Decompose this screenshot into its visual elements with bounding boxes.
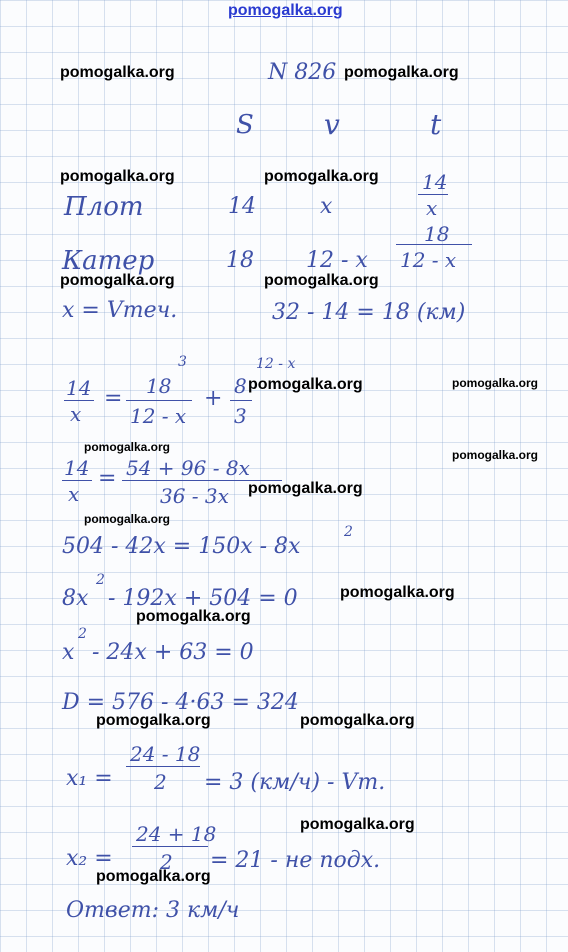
watermark: pomogalka.org <box>84 512 171 526</box>
row1-t-den: x <box>426 196 438 220</box>
row2-label: Катер <box>62 246 155 276</box>
row2-t-den: 12 - x <box>400 248 457 272</box>
header-s: S <box>236 110 254 140</box>
eq1-f2-num: 8 <box>234 374 247 398</box>
watermark: pomogalka.org <box>452 448 539 462</box>
eq2-rhs-num: 54 + 96 - 8x <box>126 456 250 480</box>
x2-bar <box>132 846 208 847</box>
x2-num: 24 + 18 <box>136 822 217 846</box>
discriminant: D = 576 - 4·63 = 324 <box>62 690 299 715</box>
eq4-exponent: 2 <box>96 572 105 588</box>
eq1-equals: = <box>104 386 123 411</box>
distance-calc: 32 - 14 = 18 (км) <box>272 300 466 325</box>
eq1-f2-bar <box>230 400 252 401</box>
eq4-a: 8x <box>62 586 89 611</box>
watermark: pomogalka.org <box>60 272 175 289</box>
watermark: pomogalka.org <box>136 608 251 625</box>
row1-t-num: 14 <box>422 170 448 194</box>
row2-v: 12 - x <box>306 248 368 273</box>
x2-result: = 21 - не подх. <box>210 848 381 873</box>
x1-result: = 3 (км/ч) - Vт. <box>204 770 386 795</box>
site-header-link[interactable]: pomogalka.org <box>228 2 343 19</box>
watermark: pomogalka.org <box>248 480 363 497</box>
header-t: t <box>430 108 442 141</box>
header-v: v <box>324 108 340 141</box>
eq2-equals: = <box>98 466 117 491</box>
answer: Ответ: 3 км/ч <box>66 898 240 923</box>
row1-s: 14 <box>228 194 256 219</box>
row1-label: Плот <box>64 192 144 222</box>
x1-label: x₁ = <box>66 766 113 791</box>
eq1-f1-num: 18 <box>146 374 172 398</box>
watermark: pomogalka.org <box>340 584 455 601</box>
eq1-lhs-num: 14 <box>66 376 92 400</box>
eq1-f2-multiplier: 12 - x <box>256 356 296 372</box>
watermark: pomogalka.org <box>300 712 415 729</box>
eq5-exponent: 2 <box>78 626 87 642</box>
watermark: pomogalka.org <box>452 376 539 390</box>
eq5-a: x <box>62 640 75 665</box>
eq1-lhs-den: x <box>70 402 82 426</box>
watermark: pomogalka.org <box>264 168 379 185</box>
x1-den: 2 <box>154 770 167 794</box>
watermark: pomogalka.org <box>96 868 211 885</box>
x2-den: 2 <box>160 850 173 874</box>
eq1-plus: + <box>204 386 223 411</box>
eq2-lhs-num: 14 <box>64 456 90 480</box>
x-definition: x = Vтеч. <box>62 298 178 323</box>
row2-t-num: 18 <box>424 222 450 246</box>
watermark: pomogalka.org <box>60 168 175 185</box>
eq2-rhs-den: 36 - 3x <box>160 484 229 508</box>
x1-bar <box>126 766 200 767</box>
watermark: pomogalka.org <box>248 376 363 393</box>
eq1-f1-bar <box>126 400 192 401</box>
row1-t-fraction-bar <box>418 194 448 195</box>
eq1-f2-den: 3 <box>234 404 247 428</box>
watermark: pomogalka.org <box>264 272 379 289</box>
eq1-f1-multiplier: 3 <box>178 354 187 370</box>
eq1-f1-den: 12 - x <box>130 404 187 428</box>
row2-t-fraction-bar <box>396 244 472 245</box>
x2-label: x₂ = <box>66 846 113 871</box>
eq3: 504 - 42x = 150x - 8x <box>62 534 301 559</box>
x1-num: 24 - 18 <box>130 742 201 766</box>
watermark: pomogalka.org <box>300 816 415 833</box>
watermark: pomogalka.org <box>84 440 171 454</box>
problem-number: N 826 <box>268 60 337 85</box>
eq5-b: - 24x + 63 = 0 <box>92 640 254 665</box>
eq2-lhs-bar <box>62 480 92 481</box>
watermark: pomogalka.org <box>96 712 211 729</box>
eq4-b: - 192x + 504 = 0 <box>108 586 298 611</box>
row1-v: x <box>320 194 333 219</box>
watermark: pomogalka.org <box>60 64 175 81</box>
eq1-lhs-bar <box>64 400 94 401</box>
row2-s: 18 <box>226 248 254 273</box>
eq3-exponent: 2 <box>344 524 353 540</box>
eq2-lhs-den: x <box>68 482 80 506</box>
watermark: pomogalka.org <box>344 64 459 81</box>
